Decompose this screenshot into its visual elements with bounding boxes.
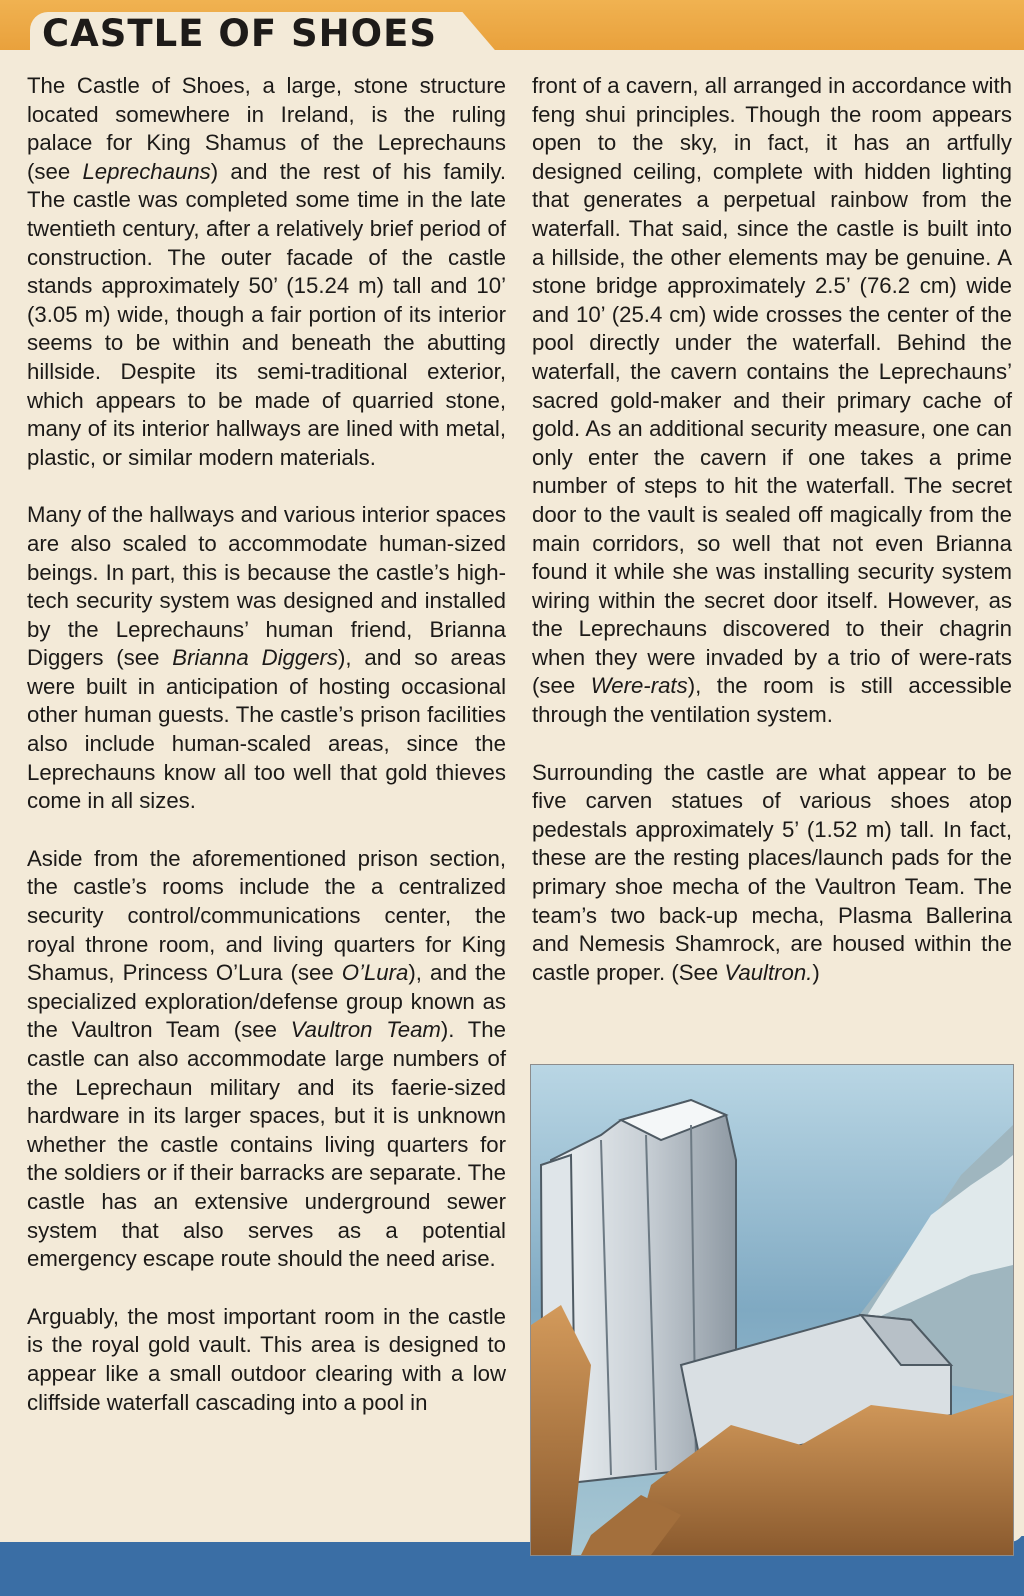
- castle-illustration: [530, 1064, 1014, 1556]
- castle-drawing: [531, 1065, 1013, 1555]
- page-title: CASTLE OF SHOES: [42, 12, 438, 55]
- left-column: [27, 72, 506, 1417]
- paragraph: Aside from the aforementioned prison section, the castle’s rooms include the a centralized security control/communications center, the royal throne room, and living quarters for King Shamus, Princess O’Lura (see O’Lura), and the specialized exploration/defense group known as the Vaultron Team (see Vaultron Team). The castle can also accommodate large numbers of the Leprechaun military and its faerie-sized hardware in its larger spaces, but it is unknown whether the castle contains living quarters for the soldiers or if their barracks are separate. The castle has an extensive underground sewer system that also serves as a potential emergency escape route should the need arise.: [27, 845, 506, 1272]
- paragraph: The Castle of Shoes, a large, stone structure located somewhere in Ireland, is the ruling palace for King Shamus of the Leprechauns (see Leprechauns) and the rest of his family. The castle was completed some time in the late twentieth century, after a relatively brief period of construction. The outer facade of the castle stands approximately 50’ (15.24 m) tall and 10’ (3.05 m) wide, though a fair portion of its interior seems to be within and beneath the abutting hillside. Despite its semi-traditional exterior, which appears to be made of quarried stone, many of its interior hallways are lined with metal, plastic, or similar modern materials.: [27, 73, 507, 470]
- right-column: [532, 72, 1012, 987]
- paragraph: Surrounding the castle are what appear to be five carven statues of various shoes atop pedestals approximately 5’ (1.52 m) tall. In fact, these are the resting places/launch pads for the primary shoe mecha of the Vaultron Team. The team’s two back-up mecha, Plasma Ballerina and Nemesis Shamrock, are housed within the castle proper. (See Vaultron.): [532, 759, 1012, 985]
- paragraph: front of a cavern, all arranged in accordance with feng shui principles. Though the room appears open to the sky, in fact, it has an artfully designed ceiling, complete with hidden lighting that generates a perpetual rainbow from the waterfall. That said, since the castle is built into a hillside, the other elements may be genuine. A stone bridge approximately 2.5’ (76.2 cm) wide and 10’ (25.4 cm) wide crosses the center of the pool directly under the waterfall. Behind the waterfall, the cavern contains the Leprechauns’ sacred gold-maker and their primary cache of gold. As an additional security measure, one can only enter the cavern if one takes a prime number of steps to hit the waterfall. The secret door to the vault is sealed off magically from the main corridors, so well that not even Brianna found it while she was installing security system wiring within the secret door itself. However, as the Leprechauns discovered to their chagrin when they were invaded by a trio of were-rats (see Were-rats), the room is still accessible through the ventilation system.: [532, 73, 1012, 728]
- paragraph: Arguably, the most important room in the castle is the royal gold vault. This area is designed to appear like a small outdoor clearing with a low cliffside waterfall cascading into a pool in: [27, 1303, 506, 1415]
- paragraph: Many of the hallways and various interior spaces are also scaled to accommodate human-sized beings. In part, this is because the castle’s high-tech security system was designed and installed by the Leprechauns’ human friend, Brianna Diggers (see Brianna Diggers), and so areas were built in anticipation of hosting occasional other human guests. The castle’s prison facilities also include human-scaled areas, since the Leprechauns know all too well that gold thieves come in all sizes.: [27, 502, 507, 814]
